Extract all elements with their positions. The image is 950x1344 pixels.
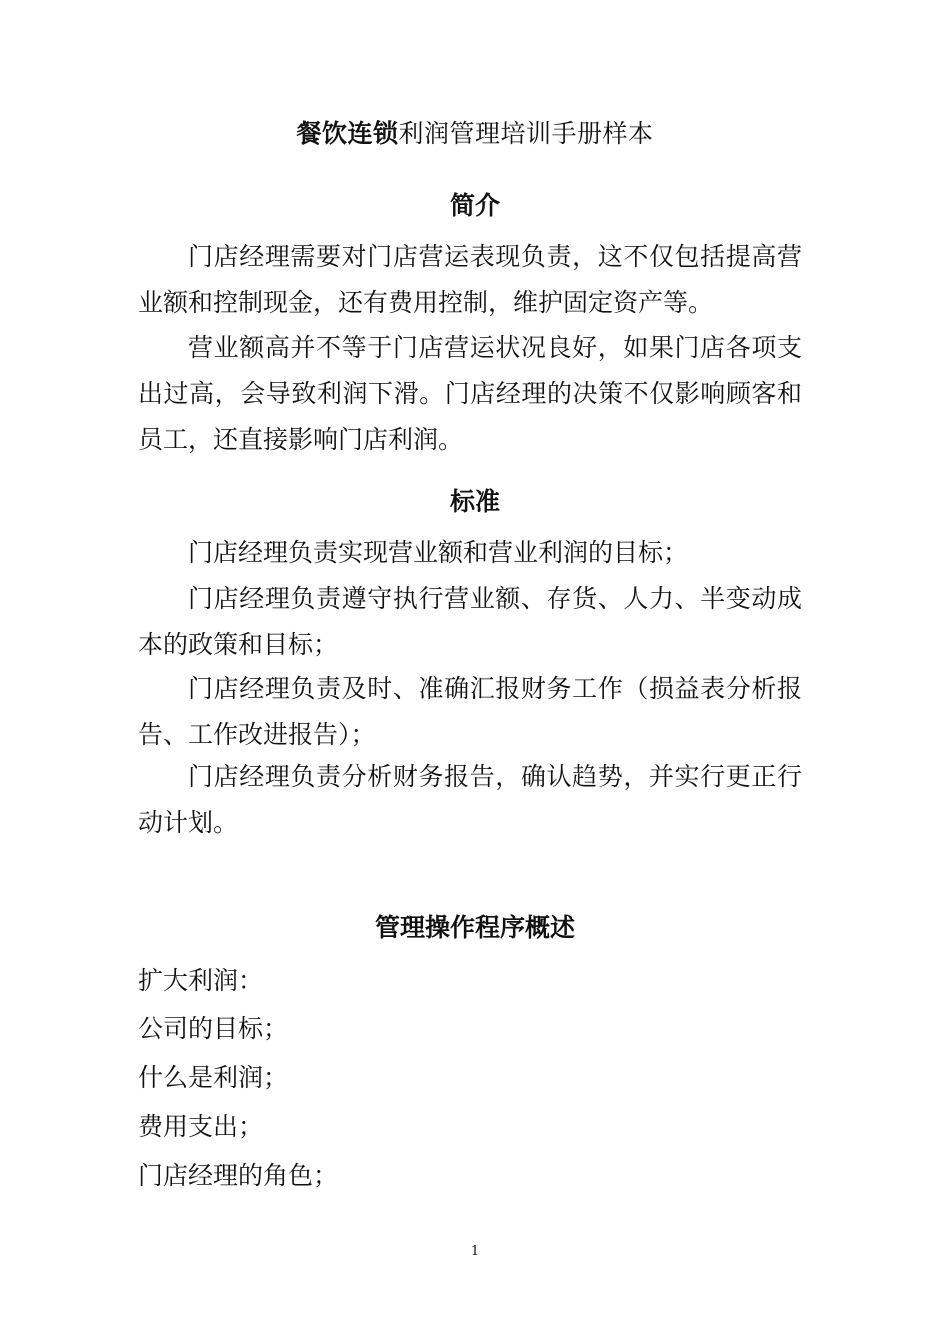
- overview-list-item: 扩大利润：: [138, 966, 264, 995]
- overview-list-item: 费用支出；: [138, 1112, 264, 1141]
- standard-paragraph-2: 门店经理负责遵守执行营业额、存货、人力、半变动成本的政策和目标；: [138, 584, 802, 659]
- standard-paragraph-1: 门店经理负责实现营业额和营业利润的目标；: [188, 538, 689, 567]
- standard-paragraph-4: 门店经理负责分析财务报告，确认趋势，并实行更正行动计划。: [138, 762, 802, 837]
- overview-list-item: 公司的目标；: [138, 1014, 289, 1043]
- section-heading-standard: 标准: [449, 487, 500, 516]
- section-heading-intro: 简介: [449, 191, 500, 220]
- document-title: [0, 114, 950, 150]
- overview-list-item: 门店经理的角色；: [138, 1161, 339, 1190]
- intro-paragraph-1: 门店经理需要对门店营运表现负责，这不仅包括提高营业额和控制现金，还有费用控制，维护固定资产等。: [138, 242, 802, 317]
- intro-paragraph-2: 营业额高并不等于门店营运状况良好，如果门店各项支出过高，会导致利润下滑。门店经理的决策不仅影响顾客和员工，还直接影响门店利润。: [138, 333, 802, 454]
- title-rest-part: 利润管理培训手册样本: [398, 119, 654, 148]
- standard-paragraph-3: 门店经理负责及时、准确汇报财务工作（损益表分析报告、工作改进报告）；: [138, 674, 802, 749]
- page-number: 1: [470, 1244, 480, 1259]
- title-bold-part: 餐饮连锁: [296, 119, 399, 148]
- section-heading-overview: 管理操作程序概述: [374, 913, 575, 942]
- overview-list-item: 什么是利润；: [138, 1063, 289, 1092]
